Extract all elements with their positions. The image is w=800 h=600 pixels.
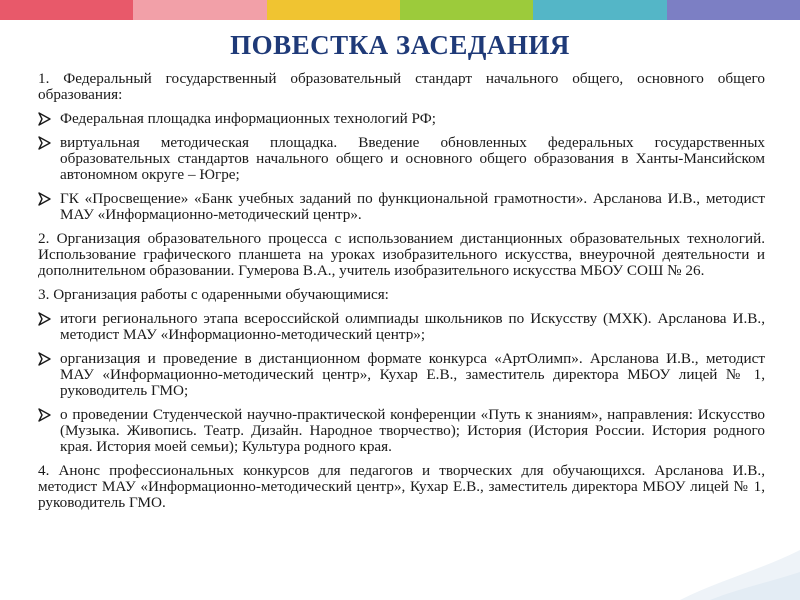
stripe-segment xyxy=(400,0,533,20)
stripe-segment xyxy=(267,0,400,20)
bullet-text: Федеральная площадка информационных технологий РФ; xyxy=(60,110,436,127)
stripe-segment xyxy=(0,0,133,20)
agenda-bullet-item xyxy=(38,351,765,399)
arrow-bullet-icon xyxy=(38,136,54,150)
corner-decoration xyxy=(660,510,800,600)
agenda-paragraph: 1. Федеральный государственный образовательный стандарт начального общего, основного общего образования: xyxy=(38,70,765,103)
agenda-bullet-item xyxy=(38,407,765,455)
bullet-text: организация и проведение в дистанционном формате конкурса «АртОлимп». Арсланова И.В., методист МАУ «Информационно-методический центр», Кухар Е.В., заместитель директора МБОУ лицей № 1, руководитель ГМО; xyxy=(60,350,765,399)
arrow-bullet-icon xyxy=(38,408,54,422)
stripe-segment xyxy=(667,0,800,20)
bullet-text: ГК «Просвещение» «Банк учебных заданий по функциональной грамотности». Арсланова И.В., методист МАУ «Информационно-методический центр». xyxy=(60,190,765,223)
arrow-bullet-icon xyxy=(38,312,54,326)
bullet-text: о проведении Студенческой научно-практической конференции «Путь к знаниям», направления: Искусство (Музыка. Живопись. Театр. Дизайн. Народное творчество); История (История России. История родного края. История моей семьи); Культура родного края. xyxy=(60,406,765,455)
agenda-bullet-item xyxy=(38,135,765,183)
agenda-paragraph: 3. Организация работы с одаренными обучающимися: xyxy=(38,286,389,303)
agenda-paragraph: 4. Анонс профессиональных конкурсов для педагогов и творческих для обучающихся. Арсланова И.В., методист МАУ «Информационно-методический центр», Кухар Е.В., заместитель директора МБОУ лицей № 1, руководитель ГМО. xyxy=(38,462,765,511)
agenda-content xyxy=(38,71,765,519)
agenda-bullet-item xyxy=(38,191,765,223)
arrow-bullet-icon xyxy=(38,112,54,126)
bullet-text: итоги регионального этапа всероссийской олимпиады школьников по Искусству (МХК). Арсланова И.В., методист МАУ «Информационно-методический центр»; xyxy=(60,310,765,343)
page-title: ПОВЕСТКА ЗАСЕДАНИЯ xyxy=(230,30,570,60)
top-color-stripe xyxy=(0,0,800,20)
arrow-bullet-icon xyxy=(38,192,54,206)
agenda-bullet-item xyxy=(38,111,765,127)
arrow-bullet-icon xyxy=(38,352,54,366)
stripe-segment xyxy=(133,0,266,20)
stripe-segment xyxy=(533,0,666,20)
agenda-bullet-item xyxy=(38,311,765,343)
bullet-text: виртуальная методическая площадка. Введение обновленных федеральных государственных образовательных стандартов начального общего и основного общего образования в Ханты-Мансийском автономном округе – Югре; xyxy=(60,134,765,183)
agenda-paragraph: 2. Организация образовательного процесса с использованием дистанционных образовательных технологий. Использование графического планшета на уроках изобразительного искусства, внеурочной деятельности и дополнительном образовании. Гумерова В.А., учитель изобразительного искусства МБОУ СОШ № 26. xyxy=(38,230,765,279)
